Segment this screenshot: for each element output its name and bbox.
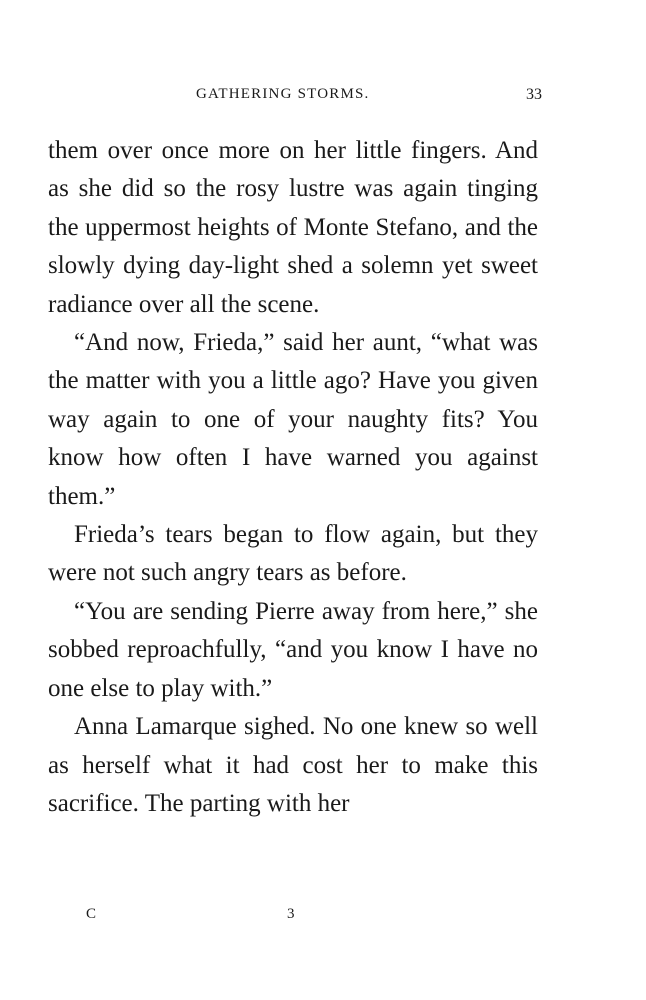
paragraph: Anna Lamarque sighed. No one knew so well as herself what it had cost her to make this sacrifice. The parting with her [48, 713, 538, 817]
paragraph: “And now, Frieda,” said her aunt, “what was the matter with you a little ago? Have you given way again to one of your naughty fits? You know how often I have warned you against them.” [48, 329, 538, 510]
paragraph: Frieda’s tears began to flow again, but they were not such angry tears as before. [48, 521, 538, 587]
paragraph-continuation: them over once more on her little fingers. And as she did so the rosy lustre was again tinging the uppermost heights of Monte Stefano, and the slowly dying day-light shed a solemn yet sweet radiance over all the scene. [48, 137, 538, 318]
page-number: 33 [526, 86, 542, 103]
paragraph: “You are sending Pierre away from here,” she sobbed reproachfully, “and you know I have no one else to play with.” [48, 597, 538, 702]
body-text [48, 132, 538, 823]
signature-line [0, 906, 646, 926]
running-title: GATHERING STORMS. [196, 86, 370, 102]
running-head [0, 86, 646, 110]
signature-mark: C [86, 906, 97, 922]
sheet-number: 3 [287, 906, 295, 922]
